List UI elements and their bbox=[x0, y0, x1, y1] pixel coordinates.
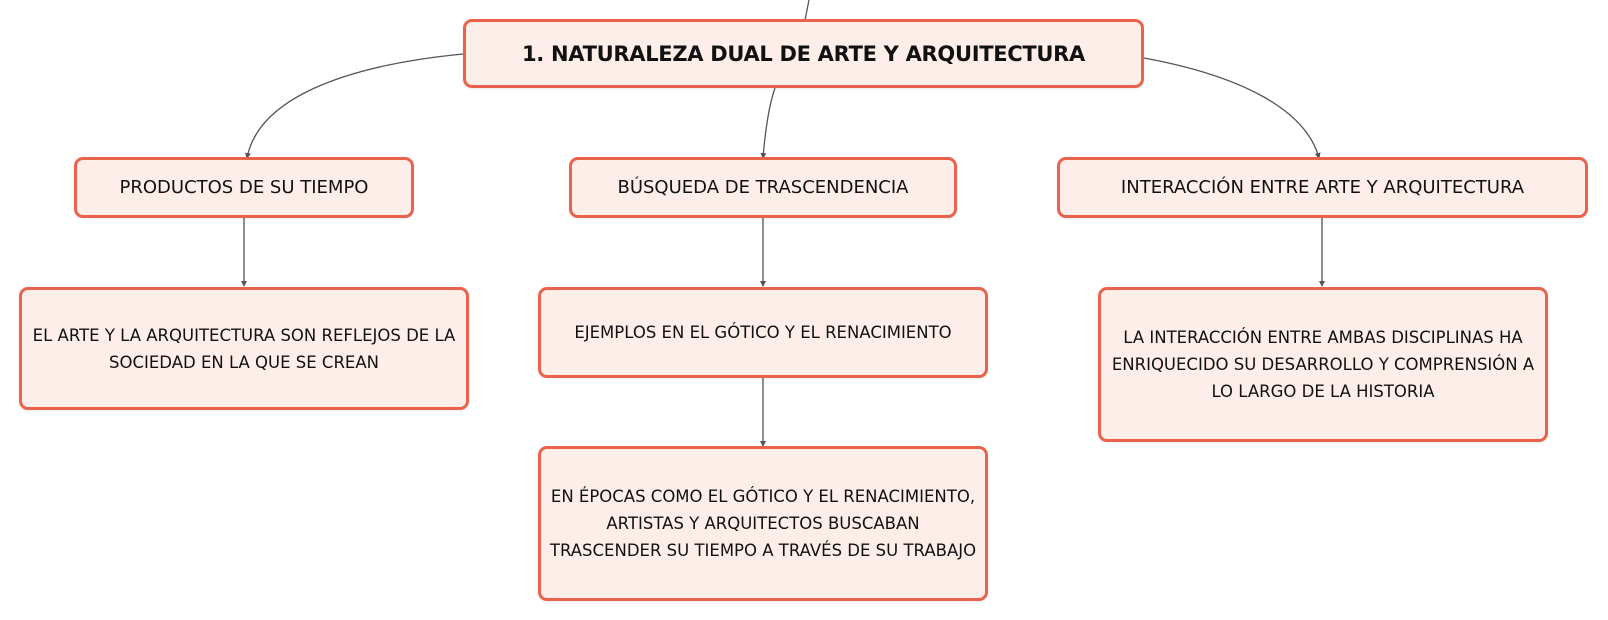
branch-node-productos[interactable] bbox=[74, 157, 414, 218]
root-node[interactable] bbox=[463, 19, 1144, 88]
root-node-label: 1. NATURALEZA DUAL DE ARTE Y ARQUITECTURA bbox=[522, 41, 1085, 66]
leaf-node-ejemplos[interactable] bbox=[538, 287, 988, 378]
connector-root-to-busqueda bbox=[763, 88, 775, 158]
leaf-node-label: LA INTERACCIÓN ENTRE AMBAS DISCIPLINAS HA ENRIQUECIDO SU DESARROLLO Y COMPRENSIÓN A LO LARGO DE LA HISTORIA bbox=[1111, 328, 1535, 401]
connector-root-to-productos bbox=[247, 54, 463, 158]
branch-node-interaccion[interactable] bbox=[1057, 157, 1588, 218]
connector-root-to-interaccion bbox=[1144, 58, 1319, 158]
branch-node-label: INTERACCIÓN ENTRE ARTE Y ARQUITECTURA bbox=[1120, 177, 1525, 198]
branch-node-label: PRODUCTOS DE SU TIEMPO bbox=[119, 177, 369, 198]
connector-incoming-root bbox=[805, 0, 809, 20]
leaf-node-historia[interactable] bbox=[1098, 287, 1548, 442]
leaf-node-label: EN ÉPOCAS COMO EL GÓTICO Y EL RENACIMIENTO, ARTISTAS Y ARQUITECTOS BUSCABAN TRASCENDER SU TIEMPO A TRAVÉS DE SU TRABAJO bbox=[549, 487, 977, 560]
branch-node-busqueda[interactable] bbox=[569, 157, 957, 218]
branch-node-label: BÚSQUEDA DE TRASCENDENCIA bbox=[617, 177, 909, 198]
leaf-node-label: EJEMPLOS EN EL GÓTICO Y EL RENACIMIENTO bbox=[574, 323, 952, 342]
leaf-node-label: EL ARTE Y LA ARQUITECTURA SON REFLEJOS DE LA SOCIEDAD EN LA QUE SE CREAN bbox=[32, 325, 456, 372]
leaf-node-epocas[interactable] bbox=[538, 446, 988, 601]
leaf-node-reflejos[interactable] bbox=[19, 287, 469, 410]
